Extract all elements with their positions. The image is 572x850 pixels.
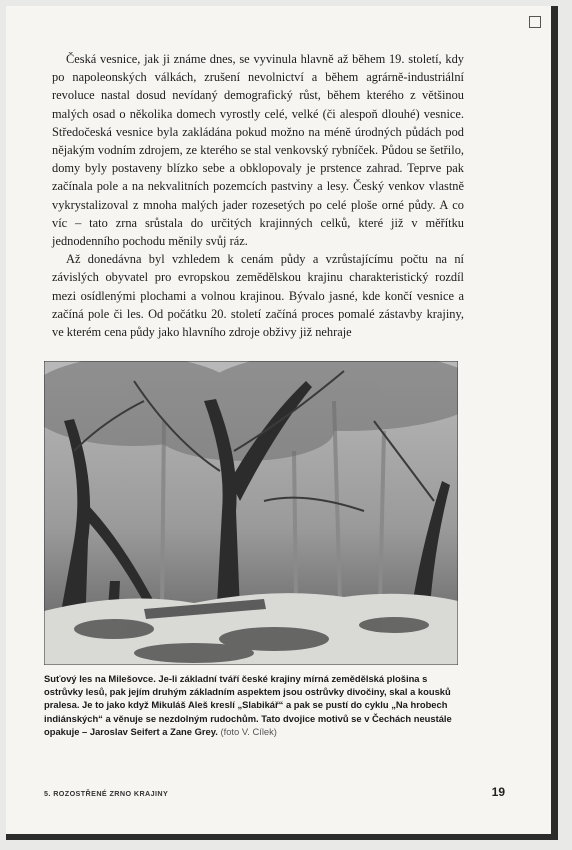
forest-photo <box>44 361 458 665</box>
book-page <box>6 6 558 840</box>
photo-credit: (foto V. Cílek) <box>220 725 277 737</box>
paragraph-2: Až donedávna byl vzhledem k cenám půdy a vzrůstajícímu počtu na ní závislých obyvatel pro evropskou zemědělskou krajinu charakteristický rozdíl mezi osídlenými plochami a volnou krajinou. Bývalo jasné, kde končí vesnice a začíná pole či les. Od počátku 20. století začíná proces pomalé zástavby krajiny, ve kterém cena půdy jako hlavního zdroje obživy již nehraje <box>52 252 464 340</box>
paragraph-1: Česká vesnice, jak ji známe dnes, se vyvinula hlavně až během 19. století, kdy po napoleonských válkách, zrušení nevolnictví a během agrárně-industriální revoluce nastal dosud nevídaný demografický růst, během kterého z většinou malých osad o několika domech vyrostly celé, velké (či alespoň dlouhé) vesnice. Středočeská vesnice byla zakládána pokud možno na méně úrodných půdách pod nějakým vodním zdrojem, ze kterého se stal venkovský rybníček. Půdou se šetřilo, domy byly postaveny blízko sebe a obklopovaly je prstence zahrad. Teprve pak začínala pole a na nekvalitních pozemcích pastviny a lesy. Český venkov vlastně vykrystalizoval z mnoha malých jader rozesetých po celé ploše orné půdy. A co víc – tato zrna srůstala do určitých krajinných celků, které již v měřítku jednodenního pochodu měnily svůj ráz. <box>52 52 464 249</box>
body-text <box>52 50 464 341</box>
photo-caption <box>44 672 464 738</box>
chapter-label: 5. ROZOSTŘENÉ ZRNO KRAJINY <box>44 789 169 798</box>
caption-text: Suťový les na Milešovce. Je-li základní tváří české krajiny mírná zemědělská plošina s ostrůvky lesů, pak jejím druhým základním aspektem jsou ostrůvky divočiny, skal a kousků pralesa. Je to jako když Mikuláš Aleš kreslí „Slabikář“ a pak se pustí do cyklu „Na hrobech indiánských“ a věnuje se nezdolným rudochům. Tato dvojice motivů se v Čechách neustále opakuje – Jaroslav Seifert a Zane Grey. <box>44 673 452 737</box>
forest-illustration <box>44 361 458 665</box>
corner-mark <box>529 16 541 28</box>
page-number: 19 <box>491 785 505 799</box>
